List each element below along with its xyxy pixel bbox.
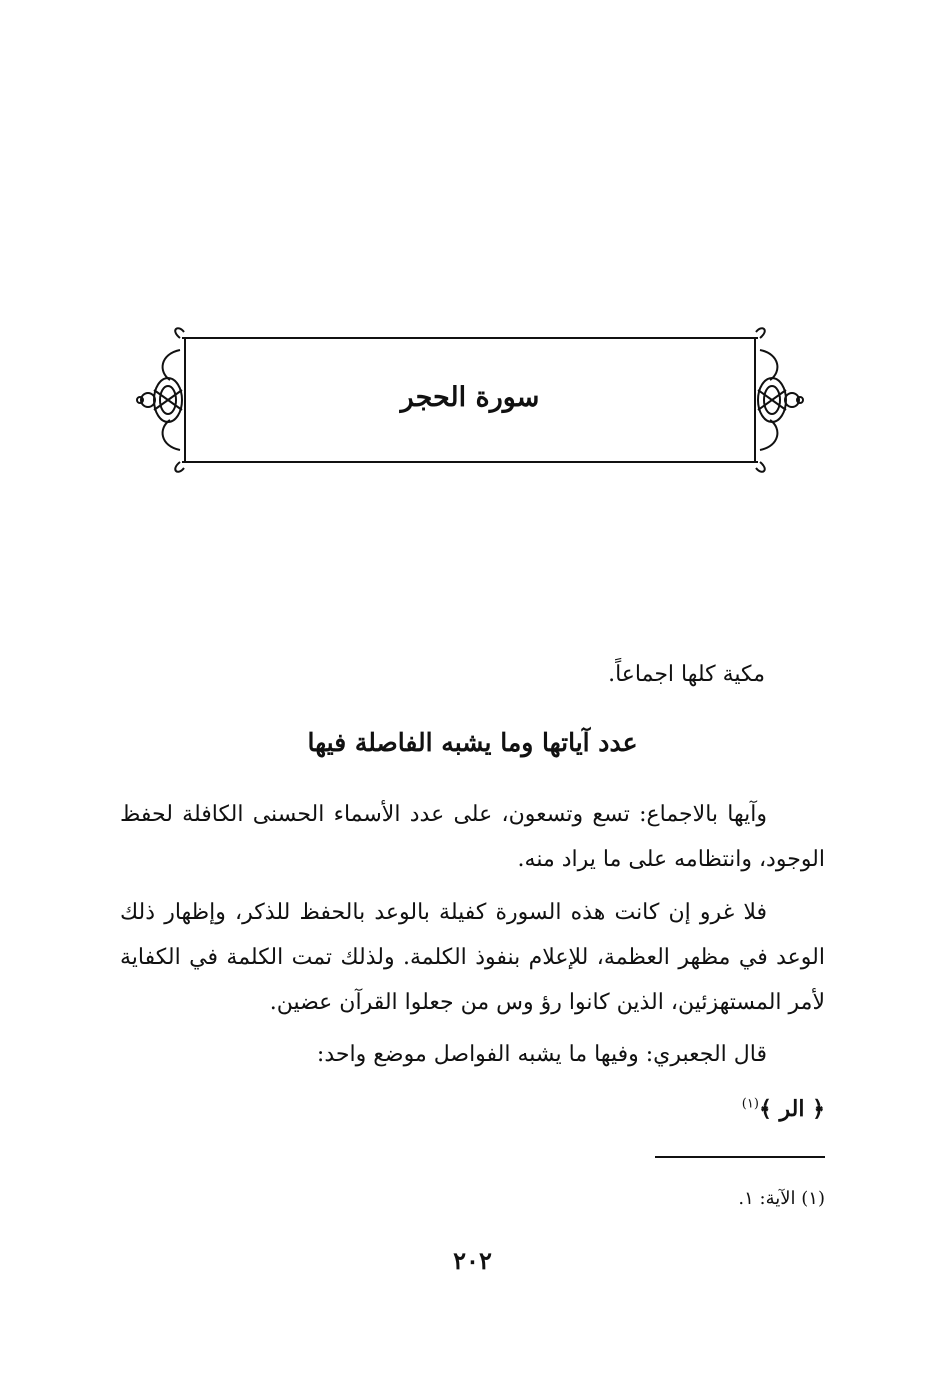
footnote: (١) الآية: ١. [738, 1188, 825, 1209]
surah-title-frame [130, 320, 810, 480]
verse-text: ﴿ الر ﴾ [758, 1096, 825, 1122]
footnote-reference: (١) [741, 1096, 759, 1112]
surah-title: سورة الحجر [400, 382, 540, 413]
makkiyya-line: مكية كلها اجماعاً. [608, 662, 765, 687]
paragraph-jaabari: قال الجعبري: وفيها ما يشبه الفواصل موضع واحد: [316, 1042, 767, 1067]
page-number: ٢٠٢ [453, 1246, 492, 1275]
footnote-divider [655, 1156, 825, 1158]
section-heading: عدد آياتها وما يشبه الفاصلة فيها [307, 728, 638, 757]
verse-alif-lam-ra [742, 1096, 825, 1122]
paragraph-commentary: فلا غرو إن كانت هذه السورة كفيلة بالوعد بالحفظ للذكر، وإظهار ذلك الوعد في مظهر العظمة، للإعلام بنفوذ الكلمة. ولذلك تمت الكلمة في الكفاية لأمر المستهزئين، الذين كانوا رؤ وس من جعلوا القرآن عضين. [120, 900, 825, 1015]
paragraph-verse-count: وآيها بالاجماع: تسع وتسعون، على عدد الأسماء الحسنى الكافلة لحفظ الوجود، وانتظامه على ما يراد منه. [120, 802, 825, 872]
